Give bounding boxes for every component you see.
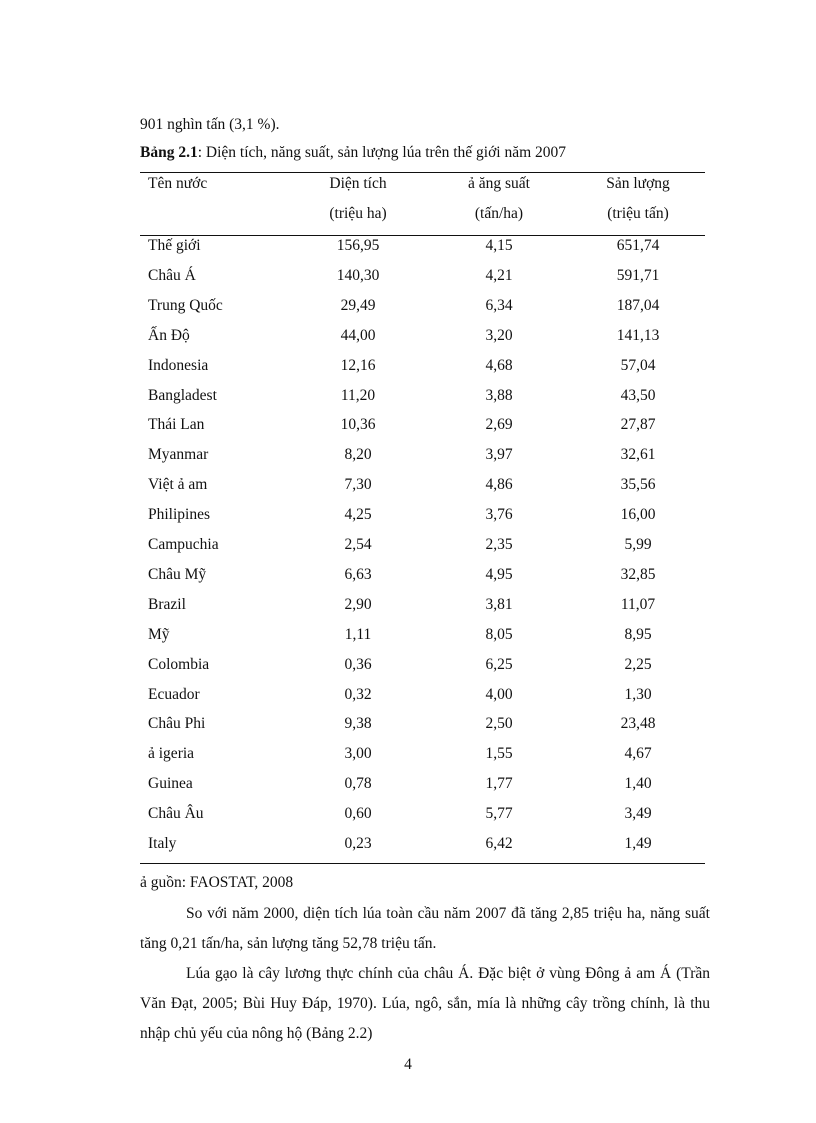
cell-yield: 3,20 [485, 327, 513, 344]
cell-production: 32,61 [620, 446, 656, 463]
page-number: 4 [404, 1056, 412, 1073]
cell-yield: 4,15 [485, 237, 513, 254]
cell-yield: 2,50 [485, 715, 513, 732]
cell-production: 57,04 [620, 357, 656, 374]
cell-production: 43,50 [620, 387, 656, 404]
cell-area: 6,63 [344, 566, 372, 583]
cell-production: 23,48 [620, 715, 656, 732]
cell-yield: 6,42 [485, 835, 513, 852]
cell-area: 12,16 [340, 357, 376, 374]
cell-yield: 6,25 [485, 656, 513, 673]
cell-area: 2,90 [344, 596, 372, 613]
header-country: Tên nước [148, 175, 208, 192]
cell-country: Việt ả am [148, 476, 208, 493]
cell-area: 10,36 [340, 416, 376, 433]
cell-country: Guinea [148, 775, 193, 792]
cell-yield: 4,86 [485, 476, 513, 493]
cell-production: 1,30 [624, 686, 652, 703]
cell-yield: 3,97 [485, 446, 513, 463]
paragraph-2: Lúa gạo là cây lương thực chính của châu Á. Đặc biệt ở vùng Đông ả am Á (Trần Văn Đạt, 2005; Bùi Huy Đáp, 1970). Lúa, ngô, sắn, mía là những cây trồng chính, là thu nhập chủ yếu của nông hộ (Bảng 2.2) [140, 965, 710, 1042]
cell-production: 35,56 [620, 476, 656, 493]
cell-country: Châu Âu [148, 805, 204, 822]
cell-yield: 6,34 [485, 297, 513, 314]
cell-production: 32,85 [620, 566, 656, 583]
header-area-unit: (triệu ha) [329, 205, 387, 222]
cell-country: Indonesia [148, 357, 209, 374]
cell-country: Mỹ [148, 626, 170, 643]
cell-yield: 2,35 [485, 536, 513, 553]
cell-yield: 1,77 [485, 775, 513, 792]
cell-production: 1,40 [624, 775, 652, 792]
cell-area: 0,78 [344, 775, 372, 792]
cell-area: 7,30 [344, 476, 372, 493]
header-production-unit: (triệu tấn) [607, 205, 669, 222]
cell-production: 651,74 [616, 237, 660, 254]
table-bottom-rule [140, 863, 705, 864]
cell-yield: 1,55 [485, 745, 513, 762]
cell-country: Ấn Độ [148, 327, 190, 344]
cell-area: 140,30 [336, 267, 380, 284]
cell-country: Ecuador [148, 686, 200, 703]
cell-yield: 5,77 [485, 805, 513, 822]
cell-yield: 4,95 [485, 566, 513, 583]
cell-production: 11,07 [620, 596, 656, 613]
table-caption-text: : Diện tích, năng suất, sản lượng lúa trên thế giới năm 2007 [197, 144, 567, 161]
cell-yield: 3,88 [485, 387, 513, 404]
cell-yield: 4,00 [485, 686, 513, 703]
cell-country: Brazil [148, 596, 186, 613]
cell-production: 4,67 [624, 745, 652, 762]
cell-yield: 2,69 [485, 416, 513, 433]
header-area: Diện tích [329, 175, 387, 192]
cell-area: 0,32 [344, 686, 372, 703]
cell-area: 156,95 [336, 237, 380, 254]
cell-area: 3,00 [344, 745, 372, 762]
cell-country: Campuchia [148, 536, 219, 553]
cell-country: Myanmar [148, 446, 209, 463]
cell-production: 2,25 [624, 656, 652, 673]
cell-production: 3,49 [624, 805, 652, 822]
cell-yield: 4,68 [485, 357, 513, 374]
table-caption-label: Bảng 2.1 [140, 144, 198, 161]
cell-production: 16,00 [620, 506, 656, 523]
cell-production: 5,99 [624, 536, 652, 553]
table-source: ả guồn: FAOSTAT, 2008 [140, 874, 294, 891]
cell-country: Bangladest [148, 387, 217, 404]
cell-area: 4,25 [344, 506, 372, 523]
cell-area: 11,20 [340, 387, 376, 404]
cell-yield: 8,05 [485, 626, 513, 643]
table-header-rule [140, 235, 705, 236]
intro-line: 901 nghìn tấn (3,1 %). [140, 116, 280, 133]
cell-country: Philipines [148, 506, 211, 523]
cell-country: Châu Mỹ [148, 566, 207, 583]
cell-area: 0,60 [344, 805, 372, 822]
cell-production: 8,95 [624, 626, 652, 643]
cell-country: Trung Quốc [148, 297, 223, 314]
cell-country: Thế giới [148, 237, 201, 254]
paragraph-1: So với năm 2000, diện tích lúa toàn cầu năm 2007 đã tăng 2,85 triệu ha, năng suất tăng 0,21 tấn/ha, sản lượng tăng 52,78 triệu tấn. [140, 905, 710, 952]
cell-country: Thái Lan [148, 416, 205, 433]
header-yield: ả ăng suất [468, 175, 530, 192]
cell-production: 591,71 [616, 267, 660, 284]
cell-country: Italy [148, 835, 177, 852]
cell-area: 44,00 [340, 327, 376, 344]
table-top-rule [140, 172, 705, 173]
cell-yield: 4,21 [485, 267, 513, 284]
cell-country: Châu Phi [148, 715, 206, 732]
header-production: Sản lượng [606, 175, 670, 192]
cell-area: 8,20 [344, 446, 372, 463]
cell-country: ả igeria [148, 745, 195, 762]
cell-area: 2,54 [344, 536, 372, 553]
cell-production: 187,04 [616, 297, 660, 314]
cell-yield: 3,76 [485, 506, 513, 523]
cell-production: 141,13 [616, 327, 660, 344]
cell-area: 1,11 [344, 626, 372, 643]
cell-production: 27,87 [620, 416, 656, 433]
cell-area: 29,49 [340, 297, 376, 314]
cell-yield: 3,81 [485, 596, 513, 613]
header-yield-unit: (tấn/ha) [474, 205, 524, 222]
cell-area: 9,38 [344, 715, 372, 732]
cell-production: 1,49 [624, 835, 652, 852]
cell-country: Châu Á [148, 267, 196, 284]
cell-area: 0,23 [344, 835, 372, 852]
cell-country: Colombia [148, 656, 210, 673]
table-caption [140, 144, 566, 162]
cell-area: 0,36 [344, 656, 372, 673]
